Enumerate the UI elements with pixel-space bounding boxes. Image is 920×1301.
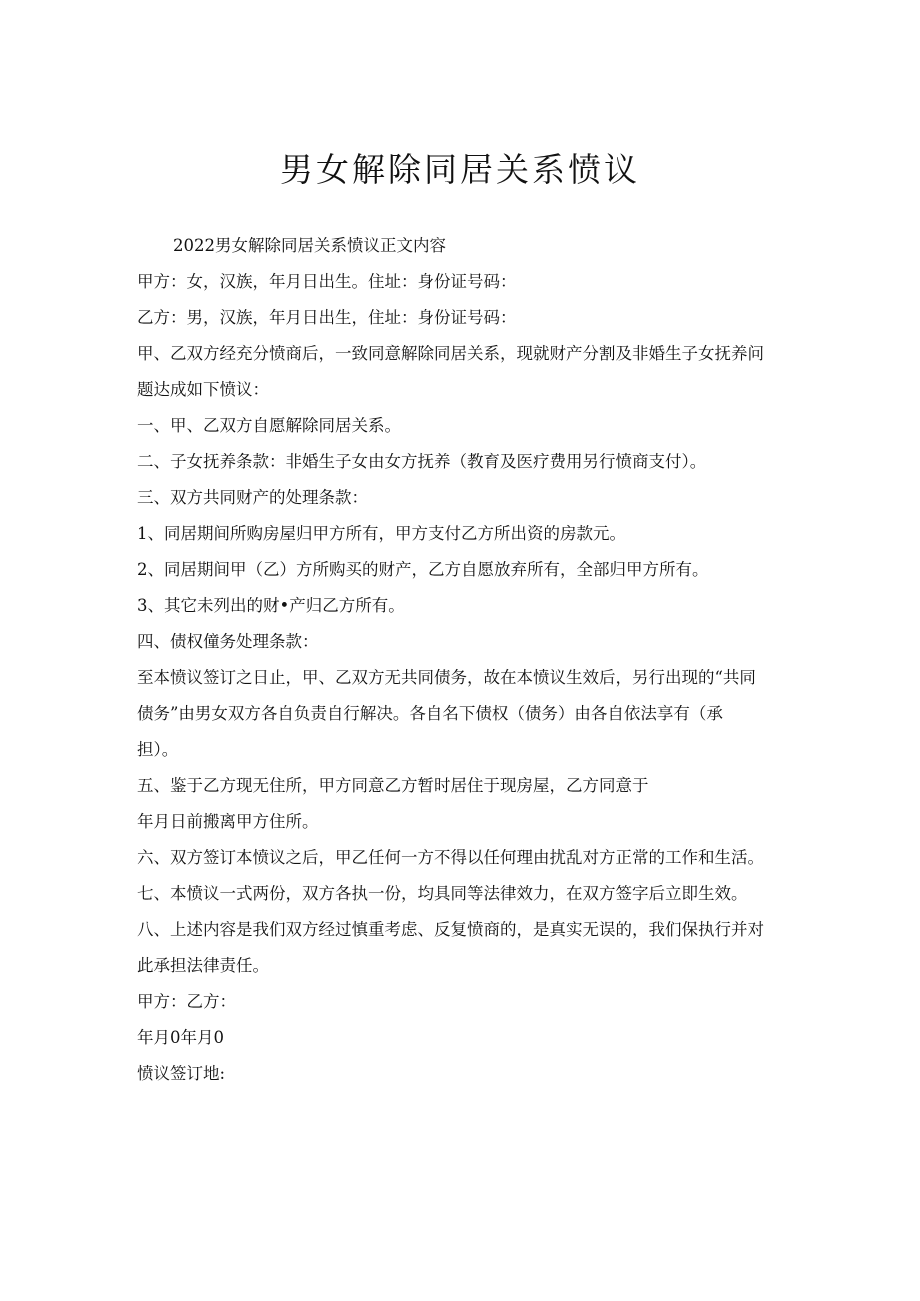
document-body [137, 228, 797, 1092]
intro-line: 2022男女解除同居关系愤议正文内容 [173, 236, 446, 255]
clause-4-text-line-2: 债务”由男女双方各自负责自行解决。各自名下债权（债务）由各自依法享有（承 [137, 704, 723, 723]
clause-6: 六、双方签订本愤议之后，甲乙任何一方不得以任何理由扰乱对方正常的工作和生活。 [137, 848, 764, 867]
preamble-line-2: 题达成如下愤议： [137, 380, 269, 399]
clause-5-line-1: 五、鉴于乙方现无住所，甲方同意乙方暂时居住于现房屋，乙方同意于 [137, 776, 649, 795]
clause-3: 三、双方共同财产的处理条款： [137, 488, 368, 507]
clause-4-text-line-1: 至本愤议签订之日止，甲、乙双方无共同债务，故在本愤议生效后，另行出现的“共同 [137, 668, 756, 687]
clause-7: 七、本愤议一式两份，双方各执一份，均具同等法律效力，在双方签字后立即生效。 [137, 884, 748, 903]
clause-3-item-1: 1、同居期间所购房屋归甲方所有，甲方支付乙方所出资的房款元。 [137, 524, 626, 543]
clause-2: 二、子女抚养条款：非婚生子女由女方抚养（教育及医疗费用另行愤商支付）。 [137, 452, 707, 471]
clause-4: 四、债权僮务处理条款： [137, 632, 319, 651]
party-a-line: 甲方：女，汉族，年月日出生。住址：身份证号码： [137, 272, 517, 291]
signature-dates: 年月0年月0 [137, 1028, 224, 1047]
clause-4-text-line-3: 担）。 [137, 740, 179, 759]
clause-8-line-2: 此承担法律责任。 [137, 956, 269, 975]
clause-8-line-1: 八、上述内容是我们双方经过慎重考虑、反复愤商的，是真实无误的，我们保执行并对 [137, 920, 764, 939]
preamble-line-1: 甲、乙双方经充分愤商后，一致同意解除同居关系，现就财产分割及非婚生子女抚养问 [137, 344, 764, 363]
clause-3-item-2: 2、同居期间甲（乙）方所购买的财产，乙方自愿放弃所有，全部归甲方所有。 [137, 560, 709, 579]
signing-place: 愤议签订地: [137, 1064, 226, 1083]
party-b-line: 乙方：男，汉族，年月日出生，住址：身份证号码： [137, 308, 517, 327]
document-title: 男女解除同居关系愤议 [280, 150, 640, 189]
clause-5-line-2: 年月日前搬离甲方住所。 [137, 812, 319, 831]
signature-parties: 甲方：乙方： [137, 992, 236, 1011]
clause-1: 一、甲、乙双方自愿解除同居关系。 [137, 416, 401, 435]
clause-3-item-3: 3、其它未列出的财•产归乙方所有。 [137, 596, 405, 615]
